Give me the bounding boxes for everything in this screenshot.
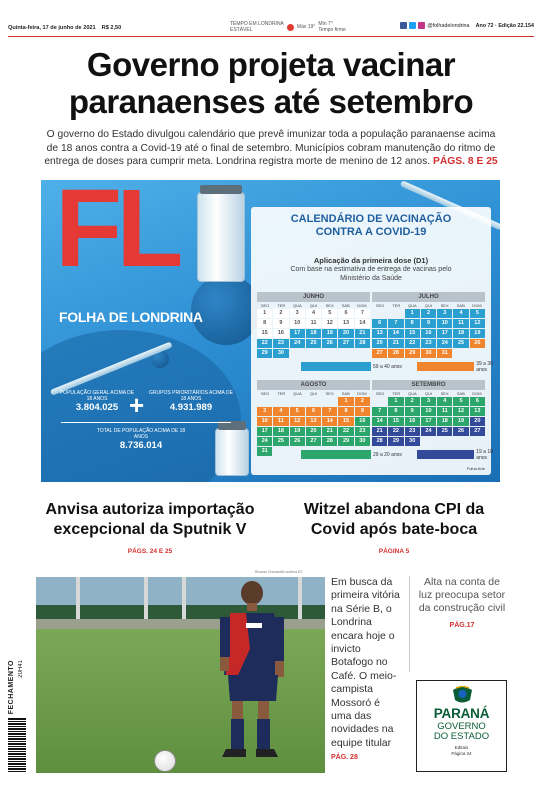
stat-general [57, 390, 137, 413]
plus-sign: + [129, 390, 145, 420]
legend-label: 19 a 18 anos [476, 448, 493, 461]
stat-general-label: POPULAÇÃO GERAL ACIMA DE 18 ANOS [59, 390, 135, 402]
month-name: SETEMBRO [372, 380, 485, 390]
weather-city: TEMPO EM LONDRINA [230, 21, 284, 27]
day-cell: 2 [421, 309, 436, 318]
day-cell: 6 [372, 319, 387, 328]
day-cell: 22 [257, 339, 272, 348]
day-cell: 19 [470, 329, 485, 338]
day-cell: 10 [290, 319, 305, 328]
legend-swatch [417, 450, 474, 459]
day-cell: 17 [421, 417, 436, 426]
vaccine-vial-icon [197, 192, 245, 282]
weekday-header [372, 302, 485, 309]
day-cell: 3 [421, 397, 436, 406]
day-grid [372, 397, 485, 446]
football-ball [154, 750, 176, 772]
day-cell: 22 [405, 339, 420, 348]
day-cell: 13 [338, 319, 353, 328]
day-grid [257, 309, 370, 358]
day-cell: 27 [372, 349, 387, 358]
day-cell: 15 [338, 417, 353, 426]
day-cell: 12 [470, 319, 485, 328]
instagram-icon[interactable] [418, 22, 425, 29]
day-cell: 6 [470, 397, 485, 406]
weekday-label: QUA [293, 391, 302, 396]
weekday-label: QUA [408, 391, 417, 396]
day-empty [322, 397, 337, 406]
stat-priority [149, 390, 233, 413]
closing-label: FECHAMENTO [8, 660, 15, 715]
weekday-label: QUI [424, 391, 433, 396]
twitter-icon[interactable] [409, 22, 416, 29]
weekday-label: TER [392, 303, 401, 308]
day-empty [306, 397, 321, 406]
football-player [216, 579, 296, 773]
day-cell: 3 [290, 309, 305, 318]
photo-credit: Ricardo Chicarelli/Londrina EC [255, 570, 303, 574]
day-cell: 12 [453, 407, 468, 416]
day-cell: 18 [437, 417, 452, 426]
day-cell: 1 [257, 309, 272, 318]
infographic-credit: Folha Arte [466, 466, 485, 471]
ad-state-name: PARANÁ [433, 706, 490, 721]
edition-number: Ano 72 · Edição 22.154 [475, 22, 534, 29]
facebook-icon[interactable] [400, 22, 407, 29]
day-cell: 19 [322, 329, 337, 338]
main-headline [0, 46, 542, 120]
legend-label: 59 a 40 anos [373, 363, 402, 370]
day-cell: 26 [290, 437, 305, 446]
story-left-title[interactable]: Anvisa autoriza importação excepcional da Sputnik V [45, 501, 255, 538]
day-cell: 7 [355, 309, 370, 318]
day-cell: 11 [437, 407, 452, 416]
day-cell: 13 [372, 329, 387, 338]
lead-pages[interactable]: PÁGS. 8 E 25 [432, 156, 498, 167]
day-cell: 17 [437, 329, 452, 338]
day-cell: 7 [388, 319, 403, 328]
weekday-label: SEX [325, 303, 334, 308]
day-cell: 29 [257, 349, 272, 358]
day-cell: 8 [405, 319, 420, 328]
weekday-label: SEX [440, 391, 449, 396]
lead-text: O governo do Estado divulgou calendário que prevê imunizar toda a população paranaense acima de 18 anos contra a Covid-19 até o final de setembro. Municípios cobram manutenção do ritmo de entrega de doses para cumprir meta. Londrina registra morte de menino de 12 anos. [44, 129, 496, 167]
legend-swatch [301, 450, 371, 459]
day-cell: 5 [290, 407, 305, 416]
day-cell: 22 [338, 427, 353, 436]
weekday-label: TER [392, 391, 401, 396]
energy-teaser [416, 576, 508, 632]
headline-line-2: paranaenses até setembro [68, 83, 474, 120]
vaccination-infographic [41, 180, 500, 482]
day-empty [372, 397, 387, 406]
masthead-strip [8, 20, 534, 36]
story-left-pages[interactable]: PÁGS. 24 E 25 [127, 548, 173, 555]
social-links [400, 22, 534, 29]
day-cell: 26 [453, 427, 468, 436]
day-cell: 31 [257, 447, 272, 456]
edition-price: R$ 2,50 [101, 25, 122, 31]
weekday-label: SEG [260, 303, 270, 308]
day-cell: 28 [355, 339, 370, 348]
day-cell: 23 [421, 339, 436, 348]
logo-name: FOLHA DE LONDRINA [59, 309, 203, 325]
day-cell: 29 [388, 437, 403, 446]
temp-max: Máx 19° [296, 24, 316, 30]
weekday-label: DOM [472, 391, 482, 396]
stat-total [91, 428, 191, 451]
month-junho [257, 292, 370, 358]
day-cell: 20 [338, 329, 353, 338]
day-cell: 28 [372, 437, 387, 446]
day-grid [257, 397, 370, 456]
day-cell: 19 [290, 427, 305, 436]
story-right-pages[interactable]: PÁGINA 5 [378, 548, 410, 555]
vaccine-vial-icon [215, 428, 249, 476]
day-cell: 11 [306, 319, 321, 328]
day-cell: 27 [338, 339, 353, 348]
masthead-divider [8, 36, 534, 37]
legend-label: 29 a 20 anos [373, 451, 402, 458]
day-cell: 4 [306, 309, 321, 318]
month-name: AGOSTO [257, 380, 370, 390]
day-cell: 27 [470, 427, 485, 436]
day-cell: 6 [338, 309, 353, 318]
headline-line-1: Governo projeta vacinar [86, 46, 456, 83]
day-cell: 14 [388, 329, 403, 338]
day-cell: 2 [405, 397, 420, 406]
day-cell: 8 [338, 407, 353, 416]
sum-line [61, 422, 231, 423]
day-cell: 15 [388, 417, 403, 426]
ad-note-line-2: Página 24 [451, 751, 472, 756]
day-cell: 22 [388, 427, 403, 436]
day-cell: 26 [470, 339, 485, 348]
day-cell: 12 [290, 417, 305, 426]
day-cell: 17 [257, 427, 272, 436]
ad-government-line-2: DO ESTADO [433, 731, 490, 742]
day-cell: 1 [338, 397, 353, 406]
temp-min: Mín 7° [318, 21, 333, 27]
day-cell: 31 [437, 349, 452, 358]
day-empty [290, 397, 305, 406]
day-cell: 30 [355, 437, 370, 446]
day-cell: 30 [273, 349, 288, 358]
weekday-label: QUA [408, 303, 417, 308]
day-cell: 11 [273, 417, 288, 426]
day-cell: 9 [421, 319, 436, 328]
day-cell: 4 [453, 309, 468, 318]
day-cell: 14 [322, 417, 337, 426]
weekday-label: DOM [357, 303, 367, 308]
day-empty [273, 397, 288, 406]
day-cell: 21 [322, 427, 337, 436]
sports-text: Em busca da primeira vitória na Série B, o Londrina encara hoje o invicto Botafogo no Café. O meio-campista Mossoró é uma das novidades na equipe titular [331, 576, 400, 749]
closing-time: 20H41 [18, 660, 24, 678]
day-cell: 23 [405, 427, 420, 436]
day-cell: 10 [257, 417, 272, 426]
day-cell: 16 [355, 417, 370, 426]
column-divider [409, 576, 410, 672]
day-cell: 18 [453, 329, 468, 338]
day-cell: 16 [273, 329, 288, 338]
day-cell: 4 [273, 407, 288, 416]
barcode [8, 718, 26, 772]
weekday-label: QUI [424, 303, 433, 308]
logo-letters: FL [55, 180, 178, 290]
weekday-header [257, 302, 370, 309]
calendar-title-line-2: CONTRA A COVID-19 [315, 226, 427, 238]
football-photo [36, 577, 325, 773]
day-cell: 2 [355, 397, 370, 406]
calendar-subtitle: Aplicação da primeira dose (D1) [313, 256, 429, 265]
day-cell: 16 [405, 417, 420, 426]
day-cell: 23 [355, 427, 370, 436]
social-handle[interactable]: @folhadelondrina [427, 22, 470, 29]
day-cell: 24 [290, 339, 305, 348]
ad-government-line-1: GOVERNO [437, 721, 486, 732]
day-cell: 3 [437, 309, 452, 318]
day-cell: 5 [322, 309, 337, 318]
day-cell: 15 [257, 329, 272, 338]
edition-date: Quinta-feira, 17 de junho de 2021 [8, 25, 96, 31]
day-cell: 10 [421, 407, 436, 416]
day-cell: 1 [388, 397, 403, 406]
month-setembro [372, 380, 485, 446]
weekday-label: SEX [325, 391, 334, 396]
calendar-note: Com base na estimativa de entrega de vacinas pelo Ministério da Saúde [290, 266, 452, 282]
day-cell: 4 [437, 397, 452, 406]
day-cell: 11 [453, 319, 468, 328]
parana-crest-icon [451, 686, 474, 704]
day-cell: 14 [355, 319, 370, 328]
stat-total-label: TOTAL DE POPULAÇÃO ACIMA DE 18 ANOS [96, 428, 186, 440]
weather-desc: Tempo firme [318, 27, 346, 33]
day-cell: 28 [388, 349, 403, 358]
legend-g19 [417, 450, 500, 459]
day-cell: 24 [421, 427, 436, 436]
day-cell: 2 [273, 309, 288, 318]
weekday-label: DOM [357, 391, 367, 396]
day-cell: 1 [405, 309, 420, 318]
ad-note [417, 745, 506, 757]
day-cell: 21 [388, 339, 403, 348]
weekday-label: QUA [293, 303, 302, 308]
weekday-label: SÁB [456, 391, 465, 396]
day-cell: 9 [355, 407, 370, 416]
weekday-header [372, 390, 485, 397]
weekday-label: DOM [472, 303, 482, 308]
day-cell: 20 [470, 417, 485, 426]
weekday-label: SÁB [341, 391, 350, 396]
weather-widget [230, 21, 346, 33]
day-cell: 20 [372, 339, 387, 348]
day-cell: 25 [273, 437, 288, 446]
energy-text: Alta na conta de luz preocupa setor da construção civil [418, 576, 506, 614]
weekday-label: TER [277, 303, 286, 308]
day-cell: 6 [306, 407, 321, 416]
day-cell: 7 [322, 407, 337, 416]
day-cell: 29 [405, 349, 420, 358]
sun-icon [287, 24, 294, 31]
stat-general-value: 3.804.025 [75, 402, 119, 413]
day-empty [388, 309, 403, 318]
weekday-label: SEG [260, 391, 270, 396]
day-cell: 25 [453, 339, 468, 348]
day-cell: 27 [306, 437, 321, 446]
legend-g39 [417, 362, 500, 371]
day-empty [257, 397, 272, 406]
sports-pages[interactable]: PÁG. 28 [331, 754, 358, 762]
day-cell: 29 [338, 437, 353, 446]
month-agosto [257, 380, 370, 456]
day-cell: 5 [470, 309, 485, 318]
day-cell: 12 [322, 319, 337, 328]
day-cell: 9 [273, 319, 288, 328]
day-cell: 25 [437, 427, 452, 436]
ad-government [417, 722, 506, 742]
day-cell: 9 [405, 407, 420, 416]
day-cell: 24 [257, 437, 272, 446]
legend-swatch [301, 362, 371, 371]
weekday-label: TER [277, 391, 286, 396]
weekday-label: SEX [440, 303, 449, 308]
ad-note-line-1: Editais [454, 745, 469, 750]
day-cell: 5 [453, 397, 468, 406]
day-cell: 13 [306, 417, 321, 426]
lead-paragraph [40, 128, 502, 169]
day-cell: 24 [437, 339, 452, 348]
day-cell: 18 [306, 329, 321, 338]
day-cell: 21 [372, 427, 387, 436]
energy-pages[interactable]: PÁG.17 [449, 622, 475, 629]
month-name: JUNHO [257, 292, 370, 302]
day-cell: 26 [322, 339, 337, 348]
day-empty [372, 309, 387, 318]
stat-priority-label: GRUPOS PRIORITÁRIOS ACIMA DE 18 ANOS [149, 390, 233, 402]
day-cell: 10 [437, 319, 452, 328]
day-cell: 19 [453, 417, 468, 426]
weekday-header [257, 390, 370, 397]
day-cell: 8 [257, 319, 272, 328]
day-cell: 21 [355, 329, 370, 338]
weekday-label: SÁB [341, 303, 350, 308]
day-cell: 7 [372, 407, 387, 416]
legend-swatch [417, 362, 474, 371]
weekday-label: SÁB [456, 303, 465, 308]
sports-teaser [331, 576, 403, 765]
calendar-title [251, 213, 491, 239]
day-cell: 30 [421, 349, 436, 358]
day-cell: 14 [372, 417, 387, 426]
legend-g29 [301, 450, 402, 459]
month-julho [372, 292, 485, 358]
weekday-label: SEG [375, 303, 385, 308]
day-cell: 13 [470, 407, 485, 416]
stat-total-value: 8.736.014 [119, 440, 163, 451]
day-cell: 20 [306, 427, 321, 436]
weekday-label: SEG [375, 391, 385, 396]
parana-government-ad[interactable] [416, 680, 507, 772]
day-cell: 25 [306, 339, 321, 348]
day-cell: 18 [273, 427, 288, 436]
legend-label: 39 a 30 anos [476, 360, 493, 373]
day-cell: 15 [405, 329, 420, 338]
stat-priority-value: 4.931.989 [169, 402, 213, 413]
day-cell: 17 [290, 329, 305, 338]
weekday-label: QUI [309, 391, 318, 396]
weekday-label: QUI [309, 303, 318, 308]
day-cell: 28 [322, 437, 337, 446]
calendar-title-line-1: CALENDÁRIO DE VACINAÇÃO [290, 213, 452, 225]
day-cell: 16 [421, 329, 436, 338]
day-cell: 8 [388, 407, 403, 416]
month-name: JULHO [372, 292, 485, 302]
legend-g59 [301, 362, 402, 371]
day-grid [372, 309, 485, 358]
day-cell: 30 [405, 437, 420, 446]
weather-state: ESTÁVEL [230, 27, 253, 33]
story-right-title[interactable]: Witzel abandona CPI da Covid após bate-boca [303, 501, 485, 538]
day-cell: 23 [273, 339, 288, 348]
vaccination-calendar [251, 207, 491, 475]
day-cell: 3 [257, 407, 272, 416]
